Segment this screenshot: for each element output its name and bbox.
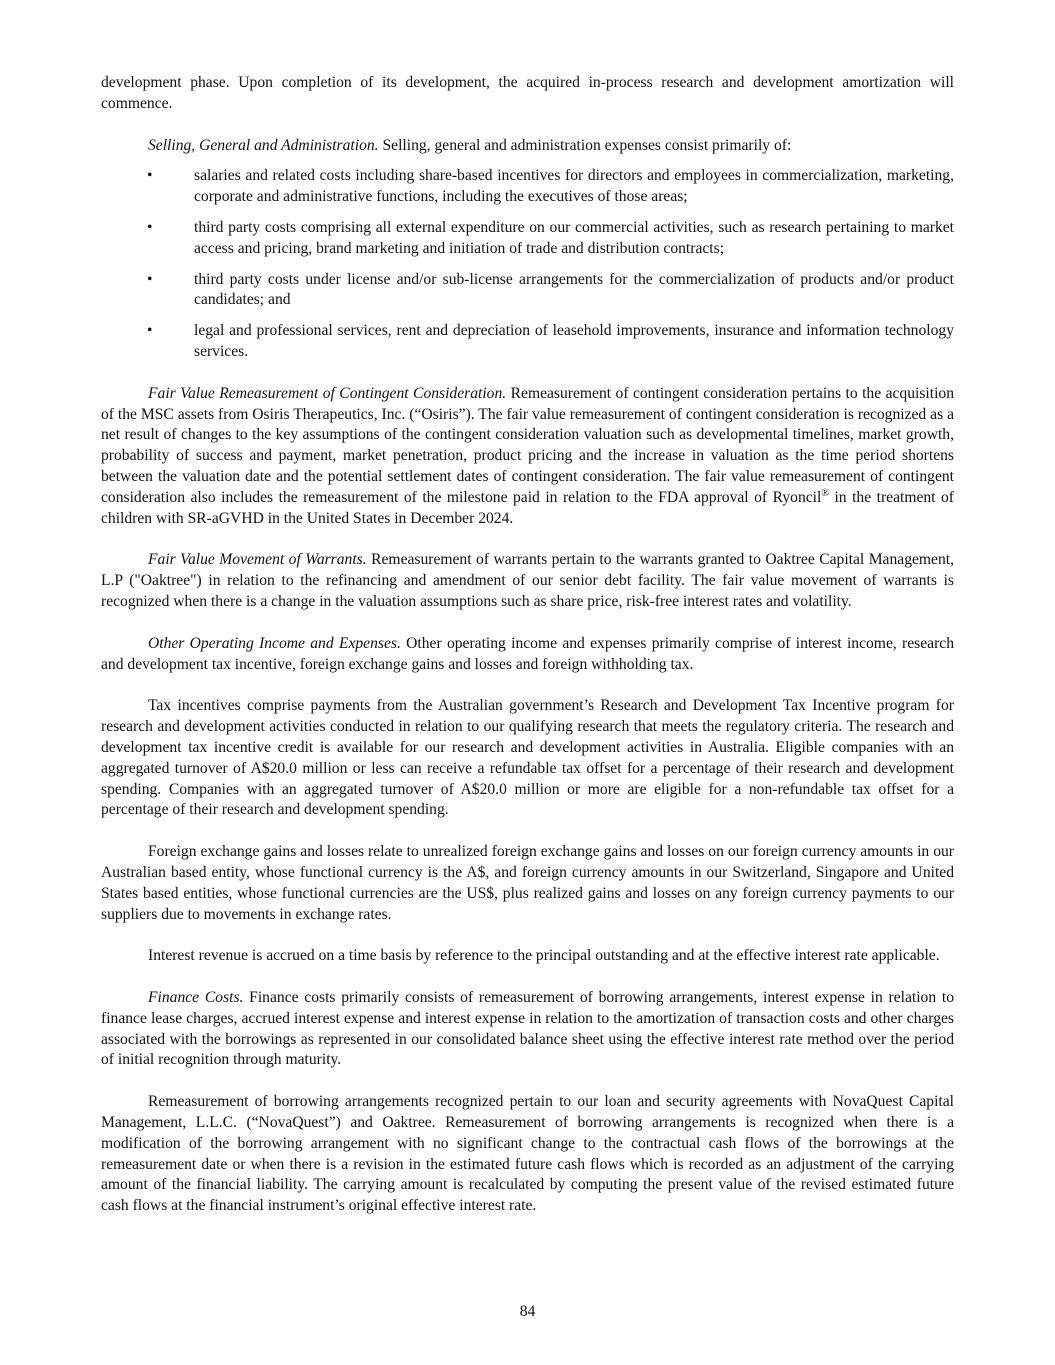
other-operating-paragraph	[101, 634, 954, 676]
bullet-icon: •	[147, 167, 153, 185]
registered-mark: ®	[821, 487, 829, 499]
contingent-consideration-paragraph	[101, 384, 954, 530]
tax-incentives-paragraph: Tax incentives comprise payments from the Australian government’s Research and Development Tax Incentive program for research and development activities conducted in relation to our qualifying research that meets the regulatory criteria. The research and development tax incentive credit is available for our research and development activities in Australia. Eligible companies with an aggregated turnover of A$20.0 million or less can receive a refundable tax offset for a percentage of their research and development spending. Companies with an aggregated turnover of A$20.0 million or more are eligible for a non-refundable tax offset for a percentage of their research and development spending.	[101, 697, 954, 819]
list-item	[101, 321, 954, 363]
other-operating-text: Other operating income and expenses primarily comprise of interest income, research and development tax incentive, foreign exchange gains and losses and foreign withholding tax.	[101, 634, 954, 673]
list-item	[101, 270, 954, 312]
sga-text: Selling, general and administration expenses consist primarily of:	[378, 136, 792, 154]
list-item	[101, 218, 954, 260]
list-item-text: third party costs comprising all external expenditure on our commercial activities, such as research pertaining to market access and pricing, brand marketing and initiation of trade and distribution contracts;	[194, 218, 954, 257]
warrants-paragraph	[101, 550, 954, 612]
finance-costs-heading: Finance Costs.	[148, 989, 244, 1007]
list-item	[101, 166, 954, 208]
warrants-heading: Fair Value Movement of Warrants.	[148, 551, 367, 569]
sga-bullet-list	[101, 166, 954, 362]
bullet-icon: •	[147, 218, 153, 236]
finance-costs-text: Finance costs primarily consists of remeasurement of borrowing arrangements, interest expense in relation to finance lease charges, accrued interest expense and interest expense in relation to the amortization of transaction costs and other charges associated with the borrowings as represented in our consolidated balance sheet using the effective interest rate method over the period of initial recognition through maturity.	[101, 989, 955, 1069]
interest-revenue-paragraph: Interest revenue is accrued on a time basis by reference to the principal outstanding and at the effective interest rate applicable.	[148, 947, 940, 965]
other-operating-heading: Other Operating Income and Expenses.	[148, 634, 401, 652]
warrants-text: Remeasurement of warrants pertain to the warrants granted to Oaktree Capital Management, L.P ("Oaktree") in relation to the refinancing and amendment of our senior debt facility. The fair value movement of warrants is recognized when there is a change in the valuation assumptions such as share price, risk-free interest rates and volatility.	[101, 551, 954, 610]
bullet-icon: •	[147, 322, 153, 340]
sga-paragraph	[101, 136, 954, 157]
list-item-text: salaries and related costs including share-based incentives for directors and employees in commercialization, marketing, corporate and administrative functions, including the executives of those areas;	[194, 167, 954, 206]
list-item-text: legal and professional services, rent and depreciation of leasehold improvements, insurance and information technology services.	[194, 322, 954, 360]
foreign-exchange-paragraph: Foreign exchange gains and losses relate to unrealized foreign exchange gains and losses on our foreign currency amounts in our Australian based entity, whose functional currency is the A$, and foreign currency amounts in our Switzerland, Singapore and United States based entities, whose functional currencies are the US$, plus realized gains and losses on any foreign currency payments to our suppliers due to movements in exchange rates.	[101, 843, 954, 923]
contingent-consideration-text-a: Remeasurement of contingent consideration pertains to the acquisition of the MSC assets from Osiris Therapeutics, Inc. (“Osiris”). The fair value remeasurement of contingent consideration is recognized as a net result of changes to the key assumptions of the contingent consideration valuation such as developmental timelines, market growth, probability of success and payment, market penetration, product pricing and the increase in valuation as the time period shortens between the valuation date and the potential settlement dates of contingent consideration. The fair value remeasurement of contingent consideration also includes the remeasurement of the milestone paid in relation to the FDA approval of Ryoncil	[101, 384, 954, 506]
document-page	[101, 73, 954, 1217]
bullet-icon: •	[147, 270, 153, 288]
intro-paragraph: development phase. Upon completion of its development, the acquired in-process research and development amortization will commence.	[101, 74, 954, 112]
finance-costs-paragraph	[101, 988, 954, 1071]
contingent-consideration-heading: Fair Value Remeasurement of Contingent Consideration.	[148, 384, 507, 402]
remeasurement-paragraph: Remeasurement of borrowing arrangements recognized pertain to our loan and security agreements with NovaQuest Capital Management, L.L.C. (“NovaQuest”) and Oaktree. Remeasurement of borrowing arrangements is recognized when there is a modification of the borrowing arrangement with no significant change to the contractual cash flows of the borrowings at the remeasurement date or when there is a revision in the estimated future cash flows which is recorded as an adjustment of the carrying amount of the financial liability. The carrying amount is recalculated by computing the present value of the revised estimated future cash flows at the financial instrument’s original effective interest rate.	[101, 1093, 954, 1215]
sga-heading: Selling, General and Administration.	[148, 136, 379, 154]
page-number: 84	[519, 1303, 536, 1320]
list-item-text: third party costs under license and/or sub-license arrangements for the commercialization of products and/or product candidates; and	[194, 270, 954, 309]
contingent-consideration-text-b: in the treatment of children with SR-aGVHD in the United States in December 2024.	[101, 488, 954, 527]
